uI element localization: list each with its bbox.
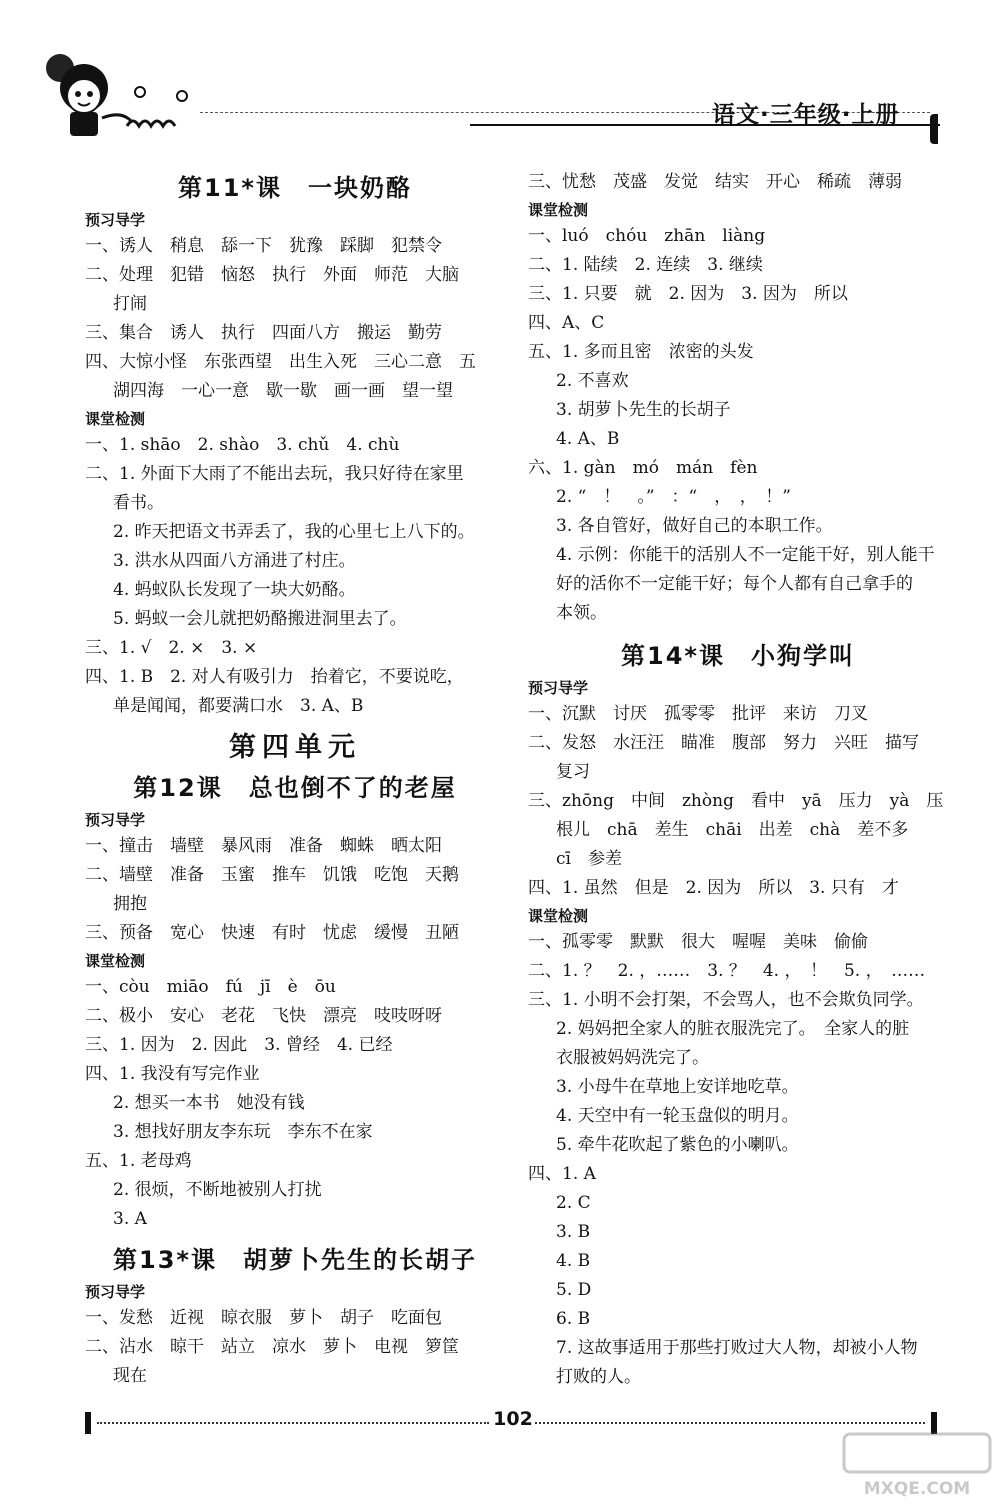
answer-line: 2. “ ！ 。” ：“ ， ， ！” — [556, 487, 791, 507]
answer-line: 二、极小 安心 老花 飞快 漂亮 吱吱呀呀 — [85, 1006, 442, 1026]
answer-line: 3. B — [556, 1222, 591, 1242]
answer-line: cī 参差 — [556, 849, 622, 869]
answer-line: 复习 — [556, 762, 590, 782]
section-preview: 预习导学 — [85, 1283, 146, 1301]
answer-line: 二、墙壁 准备 玉蜜 推车 饥饿 吃饱 天鹅 — [85, 865, 459, 885]
answer-line: 3. 各自管好，做好自己的本职工作。 — [556, 516, 833, 536]
footer-left-marker — [85, 1412, 91, 1434]
answer-line: 四、1. 我没有写完作业 — [85, 1064, 260, 1084]
unit-title: 第四单元 — [229, 732, 361, 763]
site-watermark-logo — [842, 1430, 992, 1504]
watermark-text: MXQE.COM — [863, 1479, 971, 1499]
answer-line: 三、zhōng 中间 zhòng 看中 yā 压力 yà 压 — [528, 791, 944, 811]
answer-line: 三、1. 因为 2. 因此 3. 曾经 4. 已经 — [85, 1035, 393, 1055]
answer-line: 五、1. 老母鸡 — [85, 1151, 192, 1171]
cartoon-girl-logo — [22, 40, 202, 140]
section-check: 课堂检测 — [85, 952, 146, 970]
answer-line: 4. 蚂蚁队长发现了一块大奶酪。 — [113, 580, 356, 600]
page-number: 102 — [493, 1408, 533, 1430]
page-header — [0, 0, 1000, 150]
answer-line: 衣服被妈妈洗完了。 — [556, 1048, 709, 1068]
answer-line: 四、1. A — [528, 1164, 596, 1184]
answer-line: 2. 不喜欢 — [556, 371, 629, 391]
answer-line: 一、1. shāo 2. shào 3. chǔ 4. chù — [85, 435, 400, 455]
answer-line: 3. 胡萝卜先生的长胡子 — [556, 400, 731, 420]
section-preview: 预习导学 — [85, 811, 146, 829]
answer-line: 3. 洪水从四面八方涌进了村庄。 — [113, 551, 356, 571]
left-column — [85, 168, 505, 1391]
answer-line: 四、A、C — [528, 313, 605, 333]
answer-line: 2. 昨天把语文书弄丢了，我的心里七上八下的。 — [113, 522, 475, 542]
answer-line: 4. 天空中有一轮玉盘似的明月。 — [556, 1106, 799, 1126]
answer-line: 5. 牵牛花吹起了紫色的小喇叭。 — [556, 1135, 799, 1155]
answer-line: 四、1. B 2. 对人有吸引力 抬着它，不要说吃， — [85, 667, 464, 687]
answer-line: 根儿 chā 差生 chāi 出差 chà 差不多 — [556, 820, 909, 840]
subject-title: 语文·三年级·上册 — [712, 102, 900, 128]
answer-line: 三、1. 小明不会打架，不会骂人，也不会欺负同学。 — [528, 990, 924, 1010]
answer-line: 4. 示例：你能干的活别人不一定能干好，别人能干 — [556, 545, 935, 565]
answer-line: 7. 这故事适用于那些打败过大人物，却被小人物 — [556, 1338, 918, 1358]
footer-dotted-rule — [97, 1422, 489, 1424]
answer-line: 六、1. gàn mó mán fèn — [528, 458, 758, 478]
answer-line: 二、处理 犯错 恼怒 执行 外面 师范 大脑 — [85, 265, 459, 285]
answer-line: 一、诱人 稍息 舔一下 犹豫 踩脚 犯禁令 — [85, 236, 442, 256]
answer-line: 一、沉默 讨厌 孤零零 批评 来访 刀叉 — [528, 704, 868, 724]
page-footer — [85, 1402, 955, 1442]
answer-line: 五、1. 多而且密 浓密的头发 — [528, 342, 754, 362]
answer-line: 5. D — [556, 1280, 592, 1300]
answer-line: 三、集合 诱人 执行 四面八方 搬运 勤劳 — [85, 323, 442, 343]
answer-line: 6. B — [556, 1309, 591, 1329]
answer-line: 四、大惊小怪 东张西望 出生入死 三心二意 五 — [85, 352, 476, 372]
section-check: 课堂检测 — [85, 410, 146, 428]
answer-line: 四、1. 虽然 但是 2. 因为 所以 3. 只有 才 — [528, 878, 899, 898]
answer-line: 二、1. 陆续 2. 连续 3. 继续 — [528, 255, 763, 275]
lesson-13-title: 第13*课 胡萝卜先生的长胡子 — [113, 1246, 477, 1274]
answer-line: 三、忧愁 茂盛 发觉 结实 开心 稀疏 薄弱 — [528, 172, 902, 192]
answer-line: 2. 妈妈把全家人的脏衣服洗完了。 全家人的脏 — [556, 1019, 910, 1039]
lesson-12-title: 第12课 总也倒不了的老屋 — [133, 774, 457, 802]
answer-line: 现在 — [113, 1366, 147, 1386]
answer-line: 一、luó chóu zhān liàng — [528, 226, 766, 246]
answer-line: 单是闻闻，都要满口水 3. A、B — [113, 696, 364, 716]
answer-line: 打闹 — [113, 294, 147, 314]
answer-line: 4. A、B — [556, 429, 620, 449]
answer-line: 一、còu miāo fú jī è ōu — [85, 977, 336, 997]
answer-line: 看书。 — [113, 493, 164, 513]
lesson-14-title: 第14*课 小狗学叫 — [621, 642, 855, 670]
answer-line: 二、1. 外面下大雨了不能出去玩，我只好待在家里 — [85, 464, 464, 484]
answer-line: 二、发怒 水汪汪 瞄准 腹部 努力 兴旺 描写 — [528, 733, 919, 753]
answer-line: 2. C — [556, 1193, 591, 1213]
answer-line: 3. 想找好朋友李东玩 李东不在家 — [113, 1122, 373, 1142]
answer-line: 4. B — [556, 1251, 591, 1271]
answer-line: 二、沾水 晾干 站立 凉水 萝卜 电视 箩筐 — [85, 1337, 459, 1357]
answer-line: 三、1. √ 2. × 3. × — [85, 638, 258, 658]
section-check: 课堂检测 — [528, 907, 589, 925]
answer-line: 5. 蚂蚁一会儿就把奶酪搬进洞里去了。 — [113, 609, 407, 629]
answer-line: 3. A — [113, 1209, 147, 1229]
footer-dotted-rule — [535, 1422, 925, 1424]
lesson-11-title: 第11*课 一块奶酪 — [178, 174, 412, 202]
answer-line: 三、1. 只要 就 2. 因为 3. 因为 所以 — [528, 284, 848, 304]
answer-line: 本领。 — [556, 603, 607, 623]
section-preview: 预习导学 — [85, 211, 146, 229]
answer-line: 一、发愁 近视 晾衣服 萝卜 胡子 吃面包 — [85, 1308, 442, 1328]
section-preview: 预习导学 — [528, 679, 589, 697]
answer-line: 一、孤零零 默默 很大 喔喔 美味 偷偷 — [528, 932, 868, 952]
answer-line: 一、撞击 墙壁 暴风雨 准备 蜘蛛 晒太阳 — [85, 836, 442, 856]
answer-line: 2. 很烦，不断地被别人打扰 — [113, 1180, 322, 1200]
right-column — [528, 168, 948, 1392]
answer-line: 拥抱 — [113, 894, 147, 914]
answer-line: 湖四海 一心一意 歇一歇 画一画 望一望 — [113, 381, 453, 401]
answer-line: 好的活你不一定能干好；每个人都有自己拿手的 — [556, 574, 913, 594]
answer-line: 二、1. ？ 2. ，…… 3. ？ 4. ， ！ 5. ， …… — [528, 961, 926, 981]
header-tab-marker — [930, 114, 938, 144]
answer-line: 打败的人。 — [556, 1367, 641, 1387]
answer-line: 三、预备 宽心 快速 有时 忧虑 缓慢 丑陋 — [85, 923, 459, 943]
section-check: 课堂检测 — [528, 201, 589, 219]
answer-line: 3. 小母牛在草地上安详地吃草。 — [556, 1077, 799, 1097]
answer-line: 2. 想买一本书 她没有钱 — [113, 1093, 305, 1113]
